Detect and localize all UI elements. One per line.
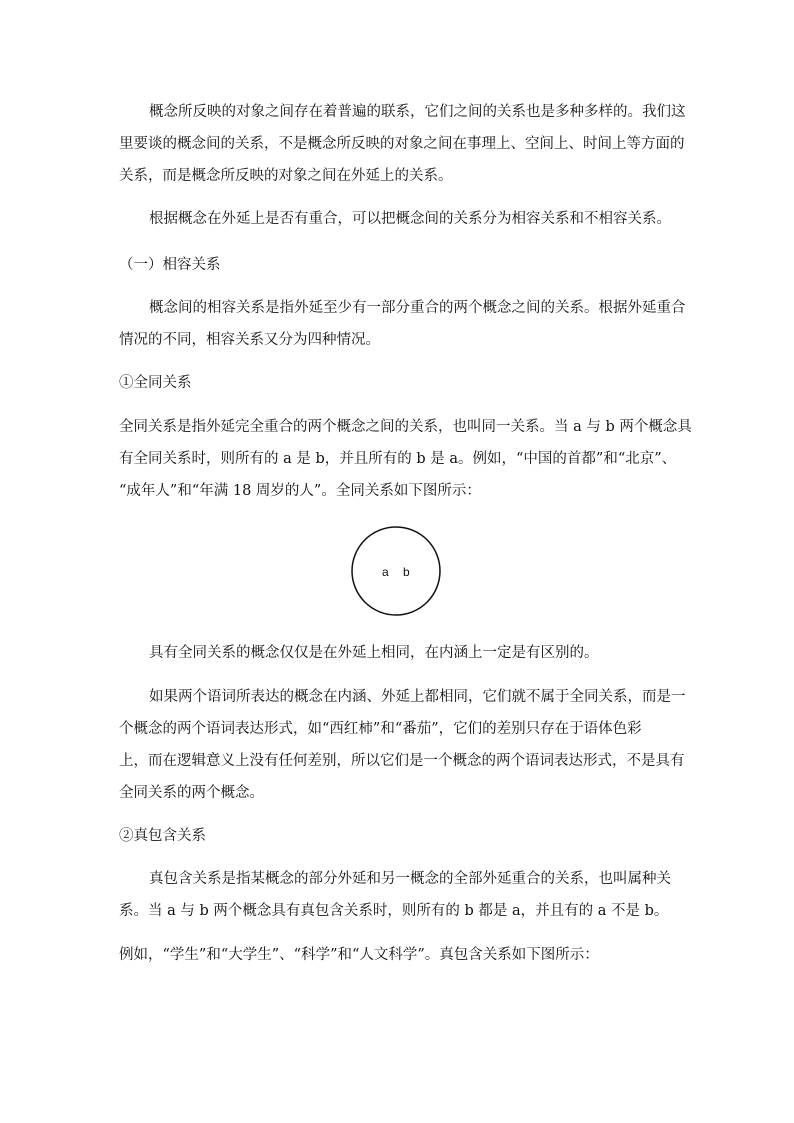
identity-circle <box>352 527 440 615</box>
text-line: 例如，“学生”和“大学生”、“科学”和“人文科学”。真包含关系如下图所示： <box>119 947 599 963</box>
heading-inclusion-relation: ②真包含关系 <box>119 828 206 844</box>
text-line: 上，而在逻辑意义上没有任何差别，所以它们是一个概念的两个语词表达形式，不是具有 <box>119 753 685 769</box>
text-line: 情况的不同，相容关系又分为四种情况。 <box>119 332 380 348</box>
text-line: 根据概念在外延上是否有重合，可以把概念间的关系分为相容关系和不相容关系。 <box>149 211 671 227</box>
text-line: 具有全同关系的概念仅仅是在外延上相同，在内涵上一定是有区别的。 <box>149 645 599 661</box>
paragraph-synonym-explanation <box>119 681 686 809</box>
paragraph-classification <box>119 203 679 235</box>
paragraph-identity-definition <box>119 411 692 507</box>
identity-relation-diagram <box>350 525 444 619</box>
paragraph-compatible-definition <box>119 292 686 356</box>
text-line: 有全同关系时，则所有的 a 是 b，并且所有的 b 是 a。例如，“中国的首都”和“北京”、 <box>119 451 677 467</box>
diagram-label-b: b <box>403 565 410 579</box>
text-line: 全同关系是指外延完全重合的两个概念之间的关系，也叫同一关系。当 a 与 b 两个概念具 <box>119 419 692 435</box>
paragraph-concept-relations-intro <box>119 96 686 192</box>
text-line: 如果两个语词所表达的概念在内涵、外延上都相同，它们就不属于全同关系，而是一 <box>149 689 686 705</box>
text-line: 概念所反映的对象之间存在着普遍的联系，它们之间的关系也是多种多样的。我们这 <box>149 104 686 120</box>
paragraph-inclusion-definition <box>119 863 679 927</box>
text-line: 系。当 a 与 b 两个概念具有真包含关系时，则所有的 b 都是 a，并且有的 a 不是 b。 <box>119 903 669 919</box>
text-line: 个概念的两个语词表达形式，如“西红柿”和“番茄”，它们的差别只存在于语体色彩 <box>119 721 642 737</box>
text-line: 里要谈的概念间的关系，不是概念所反映的对象之间在事理上、空间上、时间上等方面的 <box>119 136 685 152</box>
paragraph-identity-note <box>119 637 679 669</box>
heading-identity-relation: ①全同关系 <box>119 375 192 391</box>
diagram-label-a: a <box>382 565 389 579</box>
heading-compatible-relations: （一）相容关系 <box>119 257 221 273</box>
text-line: 关系，而是概念所反映的对象之间在外延上的关系。 <box>119 168 453 184</box>
text-line: “成年人”和“年满 18 周岁的人”。全同关系如下图所示： <box>119 483 481 499</box>
text-line: 全同关系的两个概念。 <box>119 785 264 801</box>
paragraph-inclusion-example <box>119 939 679 971</box>
text-line: 真包含关系是指某概念的部分外延和另一概念的全部外延重合的关系，也叫属种关 <box>149 871 671 887</box>
text-line: 概念间的相容关系是指外延至少有一部分重合的两个概念之间的关系。根据外延重合 <box>149 300 686 316</box>
